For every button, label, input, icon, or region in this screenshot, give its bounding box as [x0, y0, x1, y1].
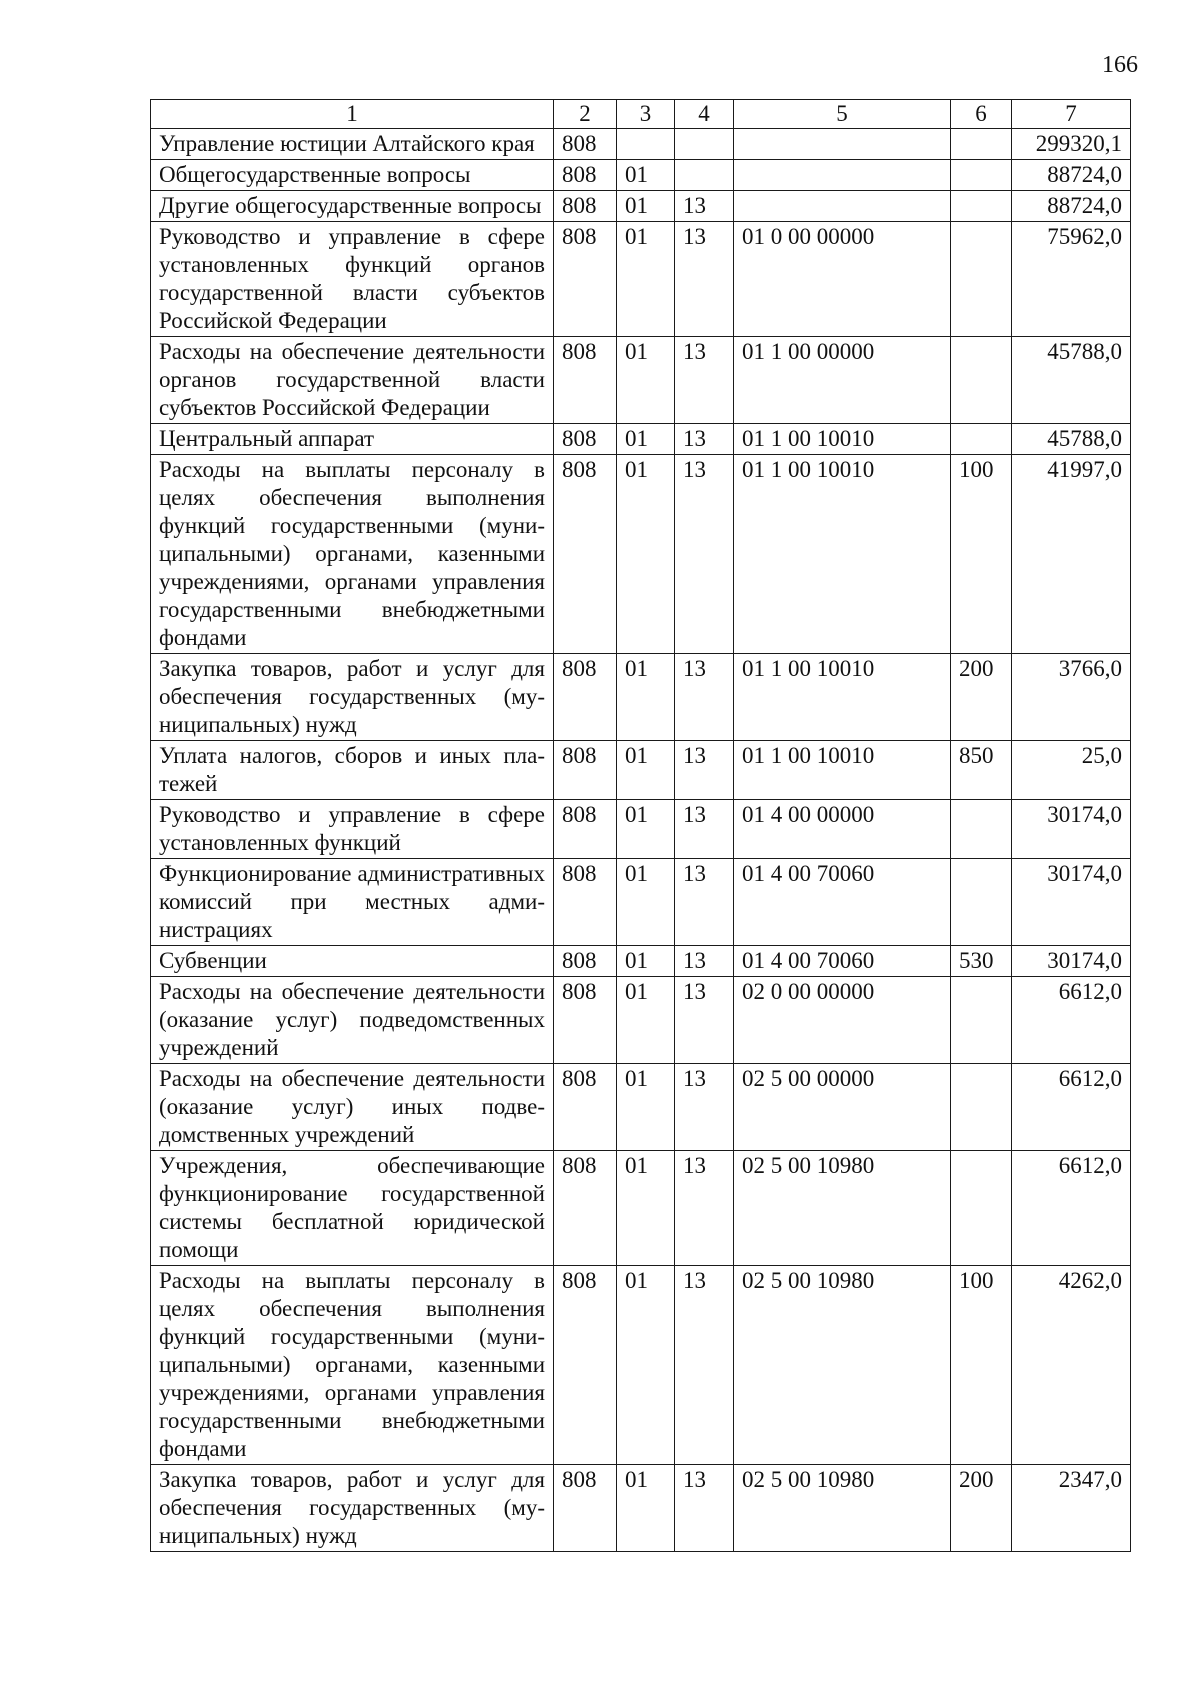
section-code-cell: 01	[617, 222, 675, 337]
table-body	[151, 129, 1131, 1552]
item-name-cell: Учреждения, обеспечивающие функционирование государственной системы бесплатной юридической помощи	[151, 1151, 554, 1266]
item-name-cell: Расходы на выплаты персоналу в целях обеспечения выполнения функций государственными (муниципальными) органами, казенными учреждениями, органами управления государственными внебюджетными фондами	[151, 455, 554, 654]
target-article-cell: 01 4 00 70060	[734, 946, 951, 977]
item-name-cell: Руководство и управление в сфере установленных функций	[151, 800, 554, 859]
table-row	[151, 741, 1131, 800]
subsection-code-cell: 13	[675, 424, 734, 455]
target-article-cell: 01 4 00 70060	[734, 859, 951, 946]
target-article-cell: 01 1 00 10010	[734, 741, 951, 800]
expense-type-cell	[951, 859, 1012, 946]
amount-cell: 299320,1	[1012, 129, 1131, 160]
expense-type-cell	[951, 1064, 1012, 1151]
table-row	[151, 424, 1131, 455]
ministry-code-cell: 808	[554, 859, 617, 946]
table-row	[151, 337, 1131, 424]
ministry-code-cell: 808	[554, 946, 617, 977]
expense-type-cell: 100	[951, 455, 1012, 654]
item-name-cell: Функционирование административных комиссий при местных администрациях	[151, 859, 554, 946]
table-row	[151, 859, 1131, 946]
budget-table	[150, 99, 1131, 1552]
column-header-2: 2	[554, 100, 617, 129]
subsection-code-cell: 13	[675, 800, 734, 859]
table-row	[151, 977, 1131, 1064]
expense-type-cell	[951, 1151, 1012, 1266]
expense-type-cell	[951, 800, 1012, 859]
target-article-cell	[734, 160, 951, 191]
item-name-cell: Другие общегосударственные вопросы	[151, 191, 554, 222]
table-row	[151, 1151, 1131, 1266]
table-row	[151, 654, 1131, 741]
ministry-code-cell: 808	[554, 1266, 617, 1465]
amount-cell: 45788,0	[1012, 424, 1131, 455]
table-header-row	[151, 100, 1131, 129]
ministry-code-cell: 808	[554, 741, 617, 800]
amount-cell: 30174,0	[1012, 800, 1131, 859]
item-name-cell: Общегосударственные вопросы	[151, 160, 554, 191]
ministry-code-cell: 808	[554, 222, 617, 337]
subsection-code-cell: 13	[675, 859, 734, 946]
column-header-5: 5	[734, 100, 951, 129]
subsection-code-cell: 13	[675, 741, 734, 800]
ministry-code-cell: 808	[554, 337, 617, 424]
target-article-cell: 02 5 00 10980	[734, 1151, 951, 1266]
amount-cell: 6612,0	[1012, 977, 1131, 1064]
item-name-cell: Руководство и управление в сфере установленных функций органов государственной власти субъектов Российской Федерации	[151, 222, 554, 337]
item-name-cell: Расходы на обеспечение деятельности (оказание услуг) подведомственных учреждений	[151, 977, 554, 1064]
item-name-cell: Управление юстиции Алтайского края	[151, 129, 554, 160]
item-name-cell: Уплата налогов, сборов и иных платежей	[151, 741, 554, 800]
table-row	[151, 946, 1131, 977]
subsection-code-cell: 13	[675, 222, 734, 337]
ministry-code-cell: 808	[554, 424, 617, 455]
section-code-cell: 01	[617, 800, 675, 859]
section-code-cell: 01	[617, 946, 675, 977]
table-row	[151, 191, 1131, 222]
amount-cell: 75962,0	[1012, 222, 1131, 337]
item-name-cell: Центральный аппарат	[151, 424, 554, 455]
section-code-cell: 01	[617, 1064, 675, 1151]
amount-cell: 45788,0	[1012, 337, 1131, 424]
target-article-cell: 02 5 00 00000	[734, 1064, 951, 1151]
subsection-code-cell: 13	[675, 946, 734, 977]
expense-type-cell: 200	[951, 654, 1012, 741]
expense-type-cell	[951, 222, 1012, 337]
item-name-cell: Закупка товаров, работ и услуг для обеспечения государственных (муниципальных) нужд	[151, 654, 554, 741]
amount-cell: 4262,0	[1012, 1266, 1131, 1465]
target-article-cell: 01 4 00 00000	[734, 800, 951, 859]
subsection-code-cell: 13	[675, 977, 734, 1064]
page-number: 166	[1102, 52, 1138, 78]
section-code-cell: 01	[617, 424, 675, 455]
ministry-code-cell: 808	[554, 129, 617, 160]
expense-type-cell: 530	[951, 946, 1012, 977]
amount-cell: 25,0	[1012, 741, 1131, 800]
target-article-cell: 01 1 00 10010	[734, 455, 951, 654]
expense-type-cell	[951, 977, 1012, 1064]
subsection-code-cell: 13	[675, 455, 734, 654]
subsection-code-cell: 13	[675, 1465, 734, 1552]
target-article-cell: 02 0 00 00000	[734, 977, 951, 1064]
expense-type-cell	[951, 337, 1012, 424]
subsection-code-cell: 13	[675, 1151, 734, 1266]
target-article-cell: 01 1 00 10010	[734, 654, 951, 741]
target-article-cell: 01 1 00 10010	[734, 424, 951, 455]
expense-type-cell	[951, 191, 1012, 222]
section-code-cell: 01	[617, 654, 675, 741]
section-code-cell: 01	[617, 337, 675, 424]
table-row	[151, 800, 1131, 859]
table-row	[151, 1266, 1131, 1465]
ministry-code-cell: 808	[554, 977, 617, 1064]
ministry-code-cell: 808	[554, 160, 617, 191]
expense-type-cell	[951, 160, 1012, 191]
section-code-cell: 01	[617, 1465, 675, 1552]
section-code-cell: 01	[617, 1266, 675, 1465]
table-row	[151, 129, 1131, 160]
amount-cell: 6612,0	[1012, 1064, 1131, 1151]
column-header-3: 3	[617, 100, 675, 129]
expense-type-cell: 200	[951, 1465, 1012, 1552]
amount-cell: 6612,0	[1012, 1151, 1131, 1266]
amount-cell: 88724,0	[1012, 160, 1131, 191]
expense-type-cell	[951, 129, 1012, 160]
item-name-cell: Субвенции	[151, 946, 554, 977]
target-article-cell: 02 5 00 10980	[734, 1266, 951, 1465]
ministry-code-cell: 808	[554, 455, 617, 654]
target-article-cell: 01 0 00 00000	[734, 222, 951, 337]
table-row	[151, 160, 1131, 191]
ministry-code-cell: 808	[554, 1465, 617, 1552]
target-article-cell: 02 5 00 10980	[734, 1465, 951, 1552]
amount-cell: 2347,0	[1012, 1465, 1131, 1552]
section-code-cell: 01	[617, 455, 675, 654]
column-header-4: 4	[675, 100, 734, 129]
ministry-code-cell: 808	[554, 1064, 617, 1151]
section-code-cell: 01	[617, 160, 675, 191]
section-code-cell: 01	[617, 1151, 675, 1266]
subsection-code-cell: 13	[675, 1266, 734, 1465]
ministry-code-cell: 808	[554, 191, 617, 222]
table-row	[151, 222, 1131, 337]
expense-type-cell: 100	[951, 1266, 1012, 1465]
section-code-cell	[617, 129, 675, 160]
item-name-cell: Расходы на выплаты персоналу в целях обеспечения выполнения функций государственными (муниципальными) органами, казенными учреждениями, органами управления государственными внебюджетными фондами	[151, 1266, 554, 1465]
section-code-cell: 01	[617, 977, 675, 1064]
ministry-code-cell: 808	[554, 800, 617, 859]
amount-cell: 30174,0	[1012, 946, 1131, 977]
item-name-cell: Расходы на обеспечение деятельности органов государственной власти субъектов Российской Федерации	[151, 337, 554, 424]
item-name-cell: Закупка товаров, работ и услуг для обеспечения государственных (муниципальных) нужд	[151, 1465, 554, 1552]
item-name-cell: Расходы на обеспечение деятельности (оказание услуг) иных подведомственных учреждений	[151, 1064, 554, 1151]
column-header-1: 1	[151, 100, 554, 129]
target-article-cell	[734, 129, 951, 160]
column-header-7: 7	[1012, 100, 1131, 129]
amount-cell: 30174,0	[1012, 859, 1131, 946]
amount-cell: 41997,0	[1012, 455, 1131, 654]
target-article-cell: 01 1 00 00000	[734, 337, 951, 424]
table-row	[151, 1064, 1131, 1151]
subsection-code-cell: 13	[675, 191, 734, 222]
subsection-code-cell	[675, 160, 734, 191]
column-header-6: 6	[951, 100, 1012, 129]
subsection-code-cell	[675, 129, 734, 160]
amount-cell: 88724,0	[1012, 191, 1131, 222]
section-code-cell: 01	[617, 859, 675, 946]
amount-cell: 3766,0	[1012, 654, 1131, 741]
table-row	[151, 1465, 1131, 1552]
ministry-code-cell: 808	[554, 1151, 617, 1266]
table-row	[151, 455, 1131, 654]
section-code-cell: 01	[617, 741, 675, 800]
subsection-code-cell: 13	[675, 1064, 734, 1151]
subsection-code-cell: 13	[675, 337, 734, 424]
expense-type-cell	[951, 424, 1012, 455]
target-article-cell	[734, 191, 951, 222]
section-code-cell: 01	[617, 191, 675, 222]
expense-type-cell: 850	[951, 741, 1012, 800]
ministry-code-cell: 808	[554, 654, 617, 741]
subsection-code-cell: 13	[675, 654, 734, 741]
